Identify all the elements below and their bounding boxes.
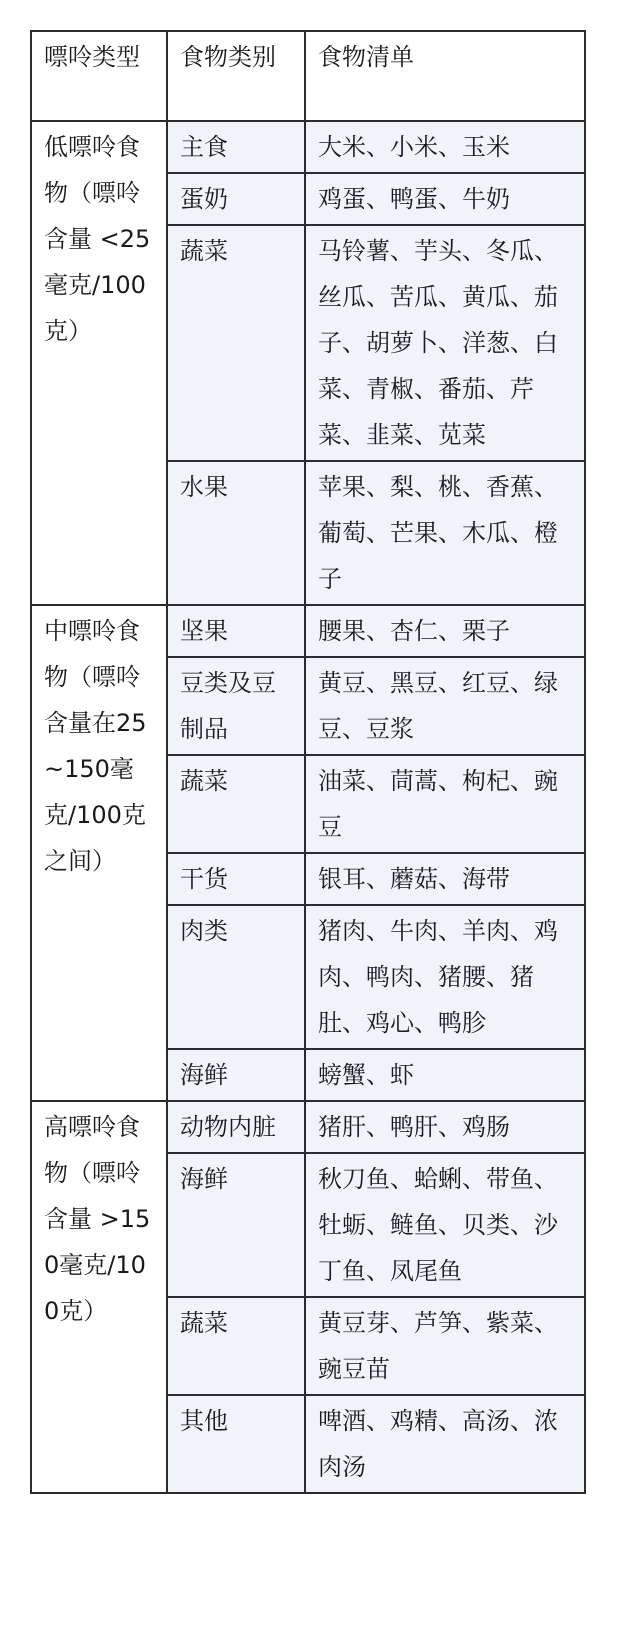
food-category: 水果 (167, 461, 305, 605)
food-category: 海鲜 (167, 1153, 305, 1297)
food-category: 蔬菜 (167, 1297, 305, 1395)
food-list: 黄豆芽、芦笋、紫菜、豌豆苗 (305, 1297, 585, 1395)
food-list: 腰果、杏仁、栗子 (305, 605, 585, 657)
header-food-category: 食物类别 (167, 31, 305, 121)
food-list: 猪肝、鸭肝、鸡肠 (305, 1101, 585, 1153)
food-list: 啤酒、鸡精、高汤、浓肉汤 (305, 1395, 585, 1493)
table-row (31, 121, 585, 173)
food-list: 螃蟹、虾 (305, 1049, 585, 1101)
food-list: 猪肉、牛肉、羊肉、鸡肉、鸭肉、猪腰、猪肚、鸡心、鸭胗 (305, 905, 585, 1049)
food-category: 蔬菜 (167, 225, 305, 461)
food-list: 黄豆、黑豆、红豆、绿豆、豆浆 (305, 657, 585, 755)
header-food-list: 食物清单 (305, 31, 585, 121)
food-list: 银耳、蘑菇、海带 (305, 853, 585, 905)
purine-food-table (30, 30, 586, 1494)
food-category: 干货 (167, 853, 305, 905)
food-category: 豆类及豆制品 (167, 657, 305, 755)
header-purine-type: 嘌呤类型 (31, 31, 167, 121)
food-category: 海鲜 (167, 1049, 305, 1101)
food-category: 蛋奶 (167, 173, 305, 225)
purine-type-low: 低嘌呤食物（嘌呤含量 <25毫克/100克） (31, 121, 167, 605)
purine-type-high: 高嘌呤食物（嘌呤含量 >150毫克/100克） (31, 1101, 167, 1493)
food-list: 鸡蛋、鸭蛋、牛奶 (305, 173, 585, 225)
food-list: 马铃薯、芋头、冬瓜、丝瓜、苦瓜、黄瓜、茄子、胡萝卜、洋葱、白菜、青椒、番茄、芹菜、韭菜、苋菜 (305, 225, 585, 461)
food-category: 坚果 (167, 605, 305, 657)
table-header-row (31, 31, 585, 121)
food-category: 动物内脏 (167, 1101, 305, 1153)
food-list: 苹果、梨、桃、香蕉、葡萄、芒果、木瓜、橙子 (305, 461, 585, 605)
table-row (31, 605, 585, 657)
purine-type-medium: 中嘌呤食物（嘌呤含量在25~150毫克/100克之间） (31, 605, 167, 1101)
food-category: 其他 (167, 1395, 305, 1493)
food-category: 主食 (167, 121, 305, 173)
food-category: 肉类 (167, 905, 305, 1049)
food-category: 蔬菜 (167, 755, 305, 853)
food-list: 大米、小米、玉米 (305, 121, 585, 173)
food-list: 油菜、茼蒿、枸杞、豌豆 (305, 755, 585, 853)
food-list: 秋刀鱼、蛤蜊、带鱼、牡蛎、鲢鱼、贝类、沙丁鱼、凤尾鱼 (305, 1153, 585, 1297)
table-row (31, 1101, 585, 1153)
